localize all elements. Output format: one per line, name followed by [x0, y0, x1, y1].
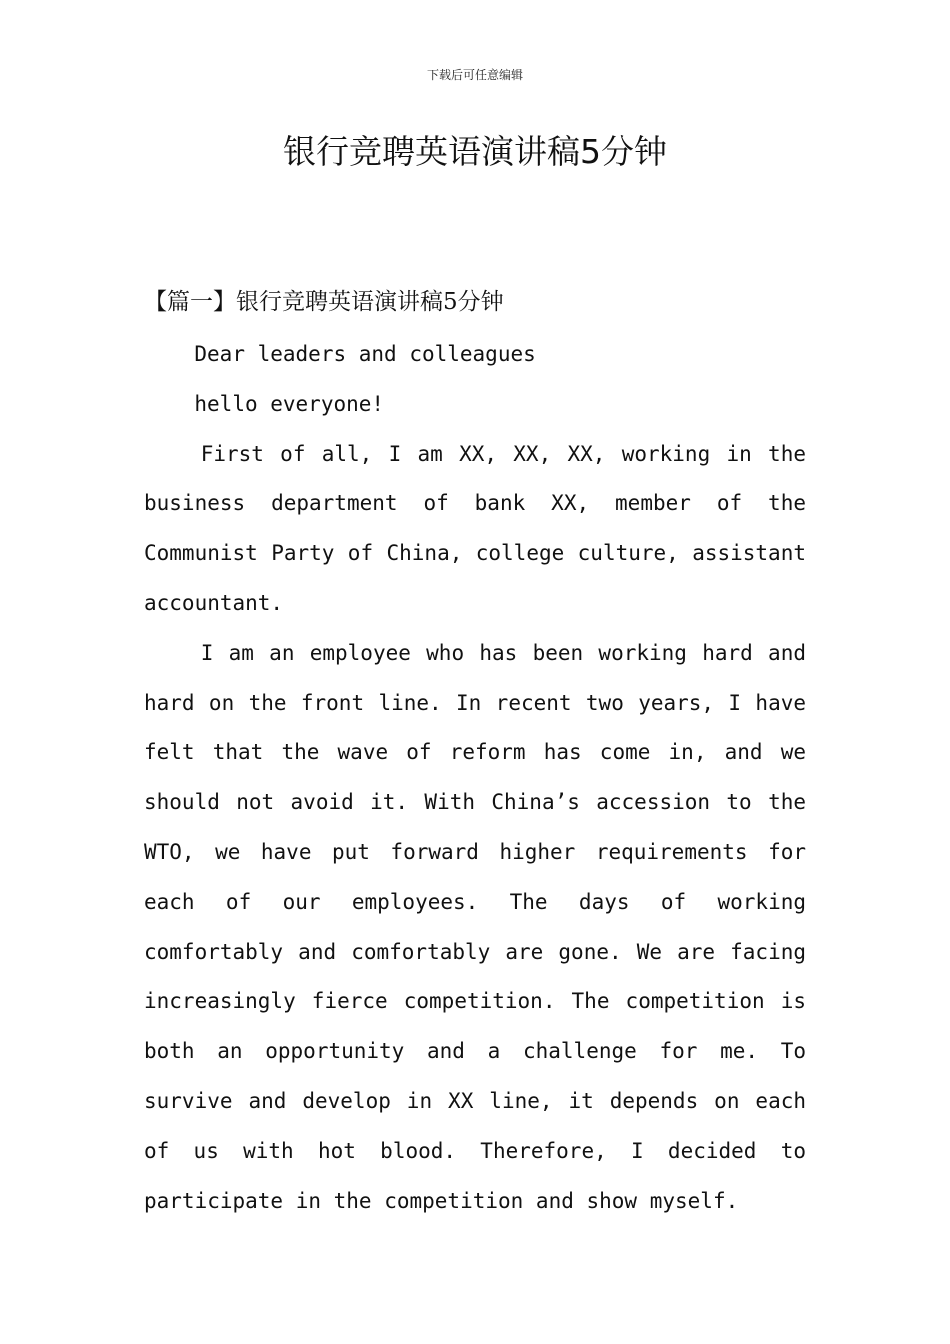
salutation-paragraph: Dear leaders and colleagues	[194, 342, 536, 366]
document-title: 银行竞聘英语演讲稿5分钟	[283, 132, 667, 171]
speech-body	[144, 330, 806, 1226]
introduction-paragraph: First of all, I am XX, XX, XX, working in the business department of bank XX, member of the Communist Party of China, college culture, assistant accountant.	[144, 441, 806, 615]
header-note: 下载后可任意编辑	[426, 68, 523, 82]
motivation-paragraph: I am an employee who has been working hard and hard on the front line. In recent two years, I have felt that the wave of reform has come in, and we should not avoid it. With China’s accession to the WTO, we have put forward higher requirements for each of our employees. The days of working comfortably and comfortably are gone. We are facing increasingly fierce competition. The competition is both an opportunity and a challenge for me. To survive and develop in XX line, it depends on each of us with hot blood. Therefore, I decided to participate in the competition and show myself.	[144, 640, 806, 1213]
section-heading: 【篇一】银行竞聘英语演讲稿5分钟	[144, 289, 504, 315]
greeting-paragraph: hello everyone!	[194, 391, 385, 416]
